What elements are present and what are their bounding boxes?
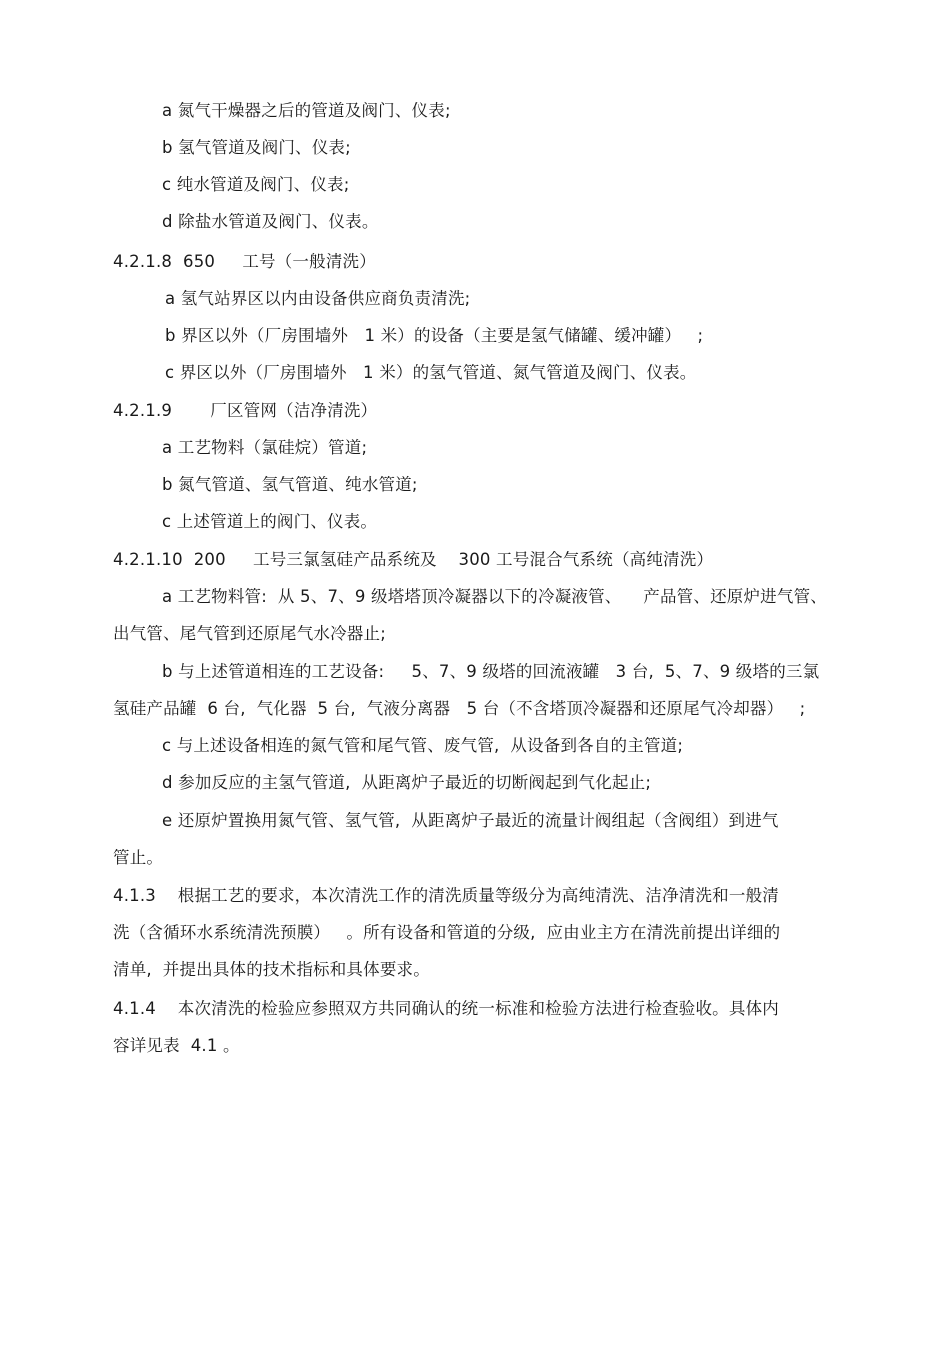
list-item-d: d 参加反应的主氢气管道, 从距离炉子最近的切断阀起到气化起止; [162, 773, 652, 792]
list-item-b: b 氢气管道及阀门、仪表; [162, 138, 351, 157]
list-item-b: b 界区以外（厂房围墙外 1 米）的设备（主要是氢气储罐、缓冲罐） ; [165, 326, 704, 345]
list-item-d: d 除盐水管道及阀门、仪表。 [162, 212, 379, 231]
paragraph-4-1-4: 4.1.4 本次清洗的检验应参照双方共同确认的统一标准和检验方法进行检查验收。具体内 [113, 999, 779, 1018]
list-item-e: e 还原炉置换用氮气管、氢气管, 从距离炉子最近的流量计阀组起（含阀组）到进气 [162, 811, 779, 830]
list-item-b: b 氮气管道、氢气管道、纯水管道; [162, 475, 418, 494]
list-item-a: a 工艺物料（氯硅烷）管道; [162, 438, 368, 457]
list-item-e-continued: 管止。 [113, 848, 164, 867]
list-item-c: c 界区以外（厂房围墙外 1 米）的氢气管道、氮气管道及阀门、仪表。 [165, 363, 697, 382]
list-item-c: c 上述管道上的阀门、仪表。 [162, 512, 378, 531]
section-heading-4-2-1-10: 4.2.1.10 200 工号三氯氢硅产品系统及 300 工号混合气系统（高纯清洗） [113, 550, 714, 569]
section-heading-4-2-1-9: 4.2.1.9 厂区管网（洁净清洗） [113, 401, 378, 420]
paragraph-4-1-3: 4.1.3 根据工艺的要求，本次清洗工作的清洗质量等级分为高纯清洗、洁净清洗和一般清 [113, 886, 779, 905]
paragraph-4-1-3-continued: 清单, 并提出具体的技术指标和具体要求。 [113, 960, 430, 979]
list-item-a-continued: 出气管、尾气管到还原尾气水冷器止; [113, 624, 386, 643]
section-heading-4-2-1-8: 4.2.1.8 650 工号（一般清洗） [113, 252, 376, 271]
paragraph-4-1-3-continued: 洗（含循环水系统清洗预膜） 。所有设备和管道的分级, 应由业主方在清洗前提出详细的 [113, 923, 781, 942]
list-item-a: a 工艺物料管: 从 5、7、9 级塔塔顶冷凝器以下的冷凝液管、 产品管、还原炉进气管、 [162, 587, 827, 606]
list-item-a: a 氮气干燥器之后的管道及阀门、仪表; [162, 101, 451, 120]
list-item-a: a 氢气站界区以内由设备供应商负责清洗; [165, 289, 471, 308]
list-item-c: c 纯水管道及阀门、仪表; [162, 175, 350, 194]
list-item-b: b 与上述管道相连的工艺设备: 5、7、9 级塔的回流液罐 3 台, 5、7、9 级塔的三氯 [162, 662, 820, 681]
paragraph-4-1-4-continued: 容详见表 4.1 。 [113, 1036, 240, 1055]
list-item-b-continued: 氢硅产品罐 6 台, 气化器 5 台, 气液分离器 5 台（不含塔顶冷凝器和还原尾气冷却器） ; [113, 699, 806, 718]
list-item-c: c 与上述设备相连的氮气管和尾气管、废气管, 从设备到各自的主管道; [162, 736, 684, 755]
